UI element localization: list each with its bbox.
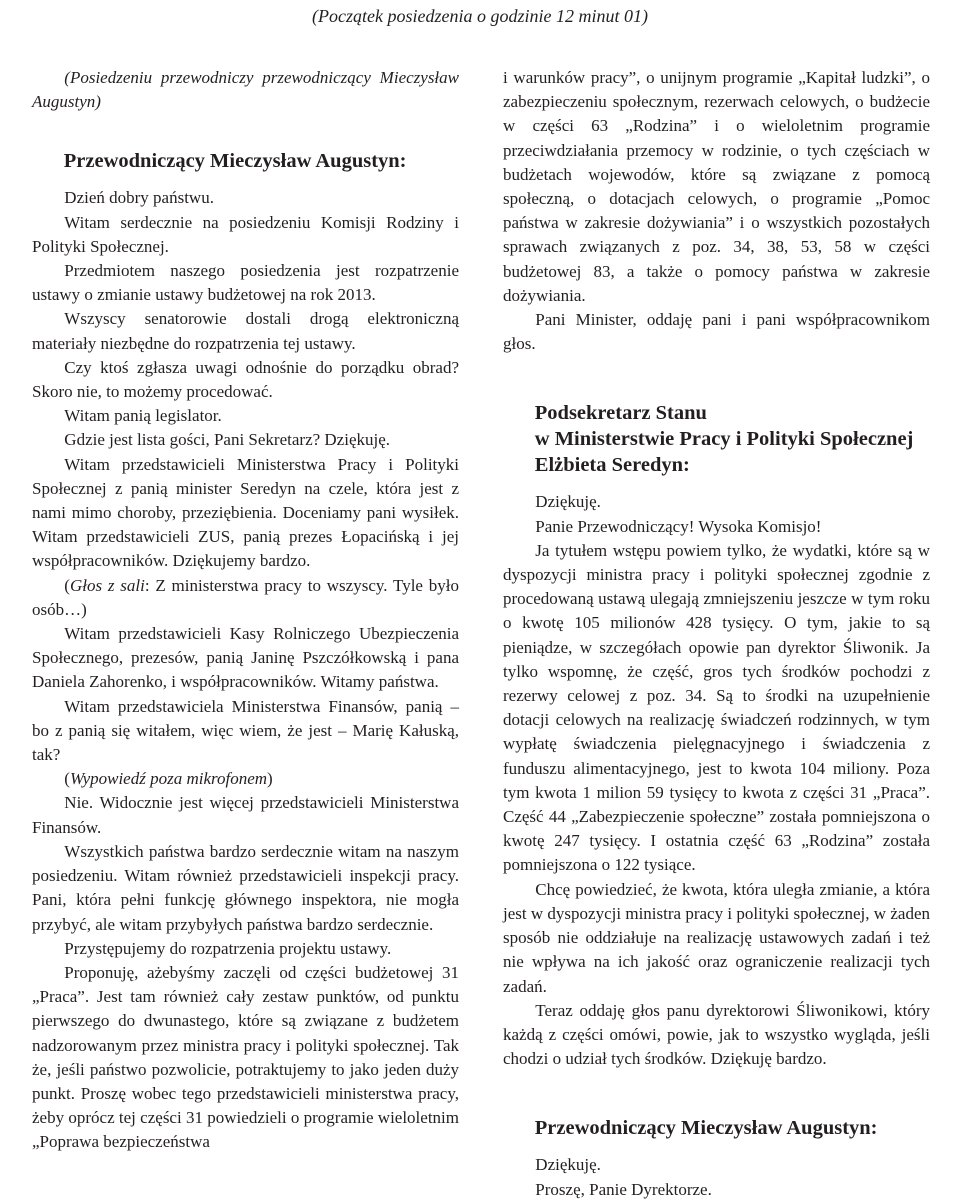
paragraph: Witam przedstawicieli Ministerstwa Pracy i Polityki Społecznej z panią minister Seredyn na czele, która jest z nami mimo choroby, przeziębienia. Doceniamy pani wysiłek. Witam przedstawicieli ZUS, panią prezes Łopacińską i jej współpracowników. Dziękujemy bardzo. xyxy=(32,454,459,571)
paragraph: Witam przedstawiciela Ministerstwa Finansów, panią – bo z panią się witałem, więc wiem, że jest – Marię Kałuską, tak? xyxy=(32,696,459,765)
paragraph: Proszę, Panie Dyrektorze. xyxy=(535,1179,712,1199)
speaker-heading: Podsekretarz Stanu xyxy=(534,402,707,425)
right-column xyxy=(503,66,930,1202)
paragraph: Dziękuję. xyxy=(535,492,601,512)
paragraph: Gdzie jest lista gości, Pani Sekretarz? Dziękuję. xyxy=(64,430,391,450)
paragraph: Panie Przewodniczący! Wysoka Komisjo! xyxy=(535,516,822,536)
chair-note: (Posiedzeniu przewodniczy przewodniczący Mieczysław Augustyn) xyxy=(32,68,459,112)
paragraph: Pani Minister, oddaję pani i pani współpracownikom głos. xyxy=(503,310,930,354)
paragraph-continuation: i warunków pracy”, o unijnym programie „Kapitał ludzki”, o zabezpieczeniu społecznym, rezerwach celowych, o budżecie w części 63 „Rodzina” i o wieloletnim programie przeciwdziałania przemocy w rodzinie, o tych częściach w budżetach wojewodów, które są związane z pomocą społeczną, o dotacjach celowych, o programie „Pomoc państwa w zakresie dożywiania” i o wszystkich pozostałych sprawach związanych z poz. 34, 38, 53, 58 w części budżetowej 83, a także o pomocy państwa w zakresie dożywiania. xyxy=(503,68,930,305)
paragraph: Nie. Widocznie jest więcej przedstawicieli Ministerstwa Finansów. xyxy=(32,793,459,837)
paragraph: Witam przedstawicieli Kasy Rolniczego Ubezpieczenia Społecznego, prezesów, panią Janinę Pszczółkowską i pana Daniela Zahorenko, i współpracowników. Witamy państwa. xyxy=(32,624,459,692)
speaker-heading: w Ministerstwie Pracy i Polityki Społecznej xyxy=(534,428,914,451)
paragraph: Witam panią legislator. xyxy=(64,406,222,426)
paragraph: Przedmiotem naszego posiedzenia jest rozpatrzenie ustawy o zmianie ustawy budżetowej na rok 2013. xyxy=(32,261,459,305)
paragraph: Wszystkich państwa bardzo serdecznie witam na naszym posiedzeniu. Witam również przedstawicieli inspekcji pracy. Pani, która pełni funkcję głównego inspektora, nie mogła przybyć, ale witam przybyłych państwa bardzo serdecznie. xyxy=(32,841,459,934)
paragraph: Dzień dobry państwu. xyxy=(64,188,214,208)
paragraph: Dziękuję. xyxy=(535,1155,601,1175)
paragraph: Przystępujemy do rozpatrzenia projektu ustawy. xyxy=(64,938,392,958)
paragraph: Czy ktoś zgłasza uwagi odnośnie do porządku obrad? Skoro nie, to możemy procedować. xyxy=(32,357,459,402)
paragraph: Witam serdecznie na posiedzeniu Komisji Rodziny i Polityki Społecznej. xyxy=(32,212,459,256)
paragraph: Ja tytułem wstępu powiem tylko, że wydatki, które są w dyspozycji ministra pracy i polityki społecznej zgodnie z procedowaną ustawą ulegają zmniejszeniu jeszcze w tym roku o kwotę 105 milionów 428 tysięcy. O tym, jakie to są pieniądze, w szczegółach opowie pan dyrektor Śliwonik. Ja tylko wspomnę, że część, gros tych środków pochodzi z rezerwy celowej z poz. 34. Są to środki na uzupełnienie dotacji celowych na realizację świadczeń rodzinnych, w tym wypłatę świadczenia pielęgnacyjnego i świadczenia z funduszu alimentacyjnego, jest to kwota 104 miliony. Poza tym kwota 1 milion 59 tysięcy to kwota z części 31 „Praca”. Część 44 „Zabezpieczenie społeczne” została pomniejszona o kwotę 247 tysięcy. I ostatnia część 63 „Rodzina” została pomniejszona o 122 tysiące. xyxy=(503,540,930,875)
stage-note-voice-from-room: (Głos z sali: Z ministerstwa pracy to wszyscy. Tyle było osób…) xyxy=(32,575,459,619)
speaker-heading: Elżbieta Seredyn: xyxy=(534,454,690,477)
left-column xyxy=(32,66,459,1155)
paragraph: Chcę powiedzieć, że kwota, która uległa zmianie, a która jest w dyspozycji ministra pracy i polityki społecznej, w żaden sposób nie oddziałuje na realizację ustawowych zadań i też nie wpływa na ich jakość oraz ograniczenie realizacji tych zadań. xyxy=(503,879,930,996)
stage-note-off-mic: (Wypowiedź poza mikrofonem) xyxy=(64,769,273,789)
session-start-note: (Początek posiedzenia o godzinie 12 minut 01) xyxy=(312,6,648,26)
paragraph: Wszyscy senatorowie dostali drogą elektroniczną materiały niezbędne do rozpatrzenia tej ustawy. xyxy=(32,309,459,353)
speaker-heading: Przewodniczący Mieczysław Augustyn: xyxy=(534,1117,878,1140)
paragraph: Teraz oddaję głos panu dyrektorowi Śliwonikowi, który każdą z części omówi, powie, jak to wszystko wygląda, jeśli chodzi o udział tych środków. Dziękuję bardzo. xyxy=(503,1000,930,1069)
paragraph: Proponuję, ażebyśmy zaczęli od części budżetowej 31 „Praca”. Jest tam również cały zestaw punktów, od punktu pierwszego do dwunastego, które są związane z budżetem nadzorowanym przez ministra pracy i polityki społecznej. Tak że, jeśli państwo pozwolicie, potraktujemy to jako jeden duży punkt. Proszę wobec tego przedstawicieli ministerstwa pracy, żeby oprócz tej części 31 powiedzieli o programie wieloletnim „Poprawa bezpieczeństwa xyxy=(32,962,459,1152)
speaker-heading: Przewodniczący Mieczysław Augustyn: xyxy=(63,150,407,173)
